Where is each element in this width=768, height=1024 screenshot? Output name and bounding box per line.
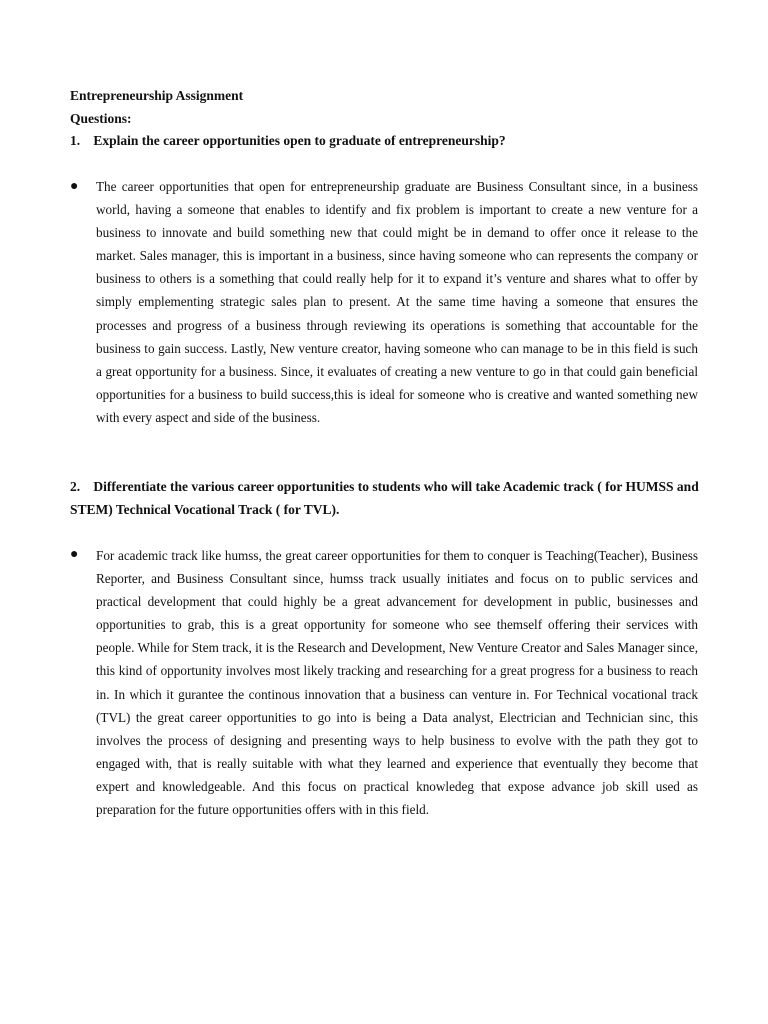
question-1	[70, 129, 710, 152]
questions-label: Questions:	[70, 111, 132, 126]
question-2	[70, 475, 710, 521]
question-1-number: 1.	[70, 133, 81, 148]
bullet-dot-icon: ●	[70, 179, 79, 194]
answer-2-paragraph: For academic track like humss, the great career opportunities for them to conquer is Teaching(Teacher), Business Reporter, and Business Consultant since, humss track usually initiates and focus on to public services and practical development that could highly be a great advancement for development in public, businesses and opportunities to grab, this is a great opportunity for someone who see themself offering their services with people. While for Stem track, it is the Research and Development, New Venture Creator and Sales Manager since, this kind of opportunity involves most likely tracking and researching for a great progress for a business to reach in. In which it gurantee the continous innovation that a business can venture in. For Technical vocational track (TVL) the great career opportunities to go into is being a Data analyst, Electrician and Technician sinc, this involves the process of designing and presenting ways to help business to evolve with the path they got to engaged with, that is really suitable with what they learned and experience that eventually they become that expert and knowledgeable. And this focus on practical knowledeg that expose advance job skill used as preparation for the future opportunities offers with in this field.	[96, 548, 698, 818]
question-2-number: 2.	[70, 479, 81, 494]
question-2-text: Differentiate the various career opportunities to students who will take Academic track ( for HUMSS and STEM) Technical Vocational Track ( for TVL).	[70, 479, 699, 517]
bullet-dot-icon: ●	[70, 547, 79, 562]
question-1-text: Explain the career opportunities open to graduate of entrepreneurship?	[93, 133, 506, 148]
document-title: Entrepreneurship Assignment	[70, 88, 244, 103]
answer-1-paragraph: The career opportunities that open for entrepreneurship graduate are Business Consultant since, in a business world, having a someone that enables to identify and fix problem is important to create a new venture for a business to innovate and build something new that could might be in demand to offer once it release to the market. Sales manager, this is important in a business, since having someone who can represents the company or business to others is a something that could really help for it to expand it’s venture and shares what to offer by simply emplementing strategic sales plan to present. At the same time having a someone that ensures the processes and progress of a business through reviewing its operations is something that accountable for the business to gain success. Lastly, New venture creator, having someone who can manage to be in this field is such a great opportunity for a business. Since, it evaluates of creating a new venture to go in that could gain beneficial opportunities for a business to build success,this is ideal for someone who is creative and wanted something new with every aspect and side of the business.	[96, 179, 698, 425]
